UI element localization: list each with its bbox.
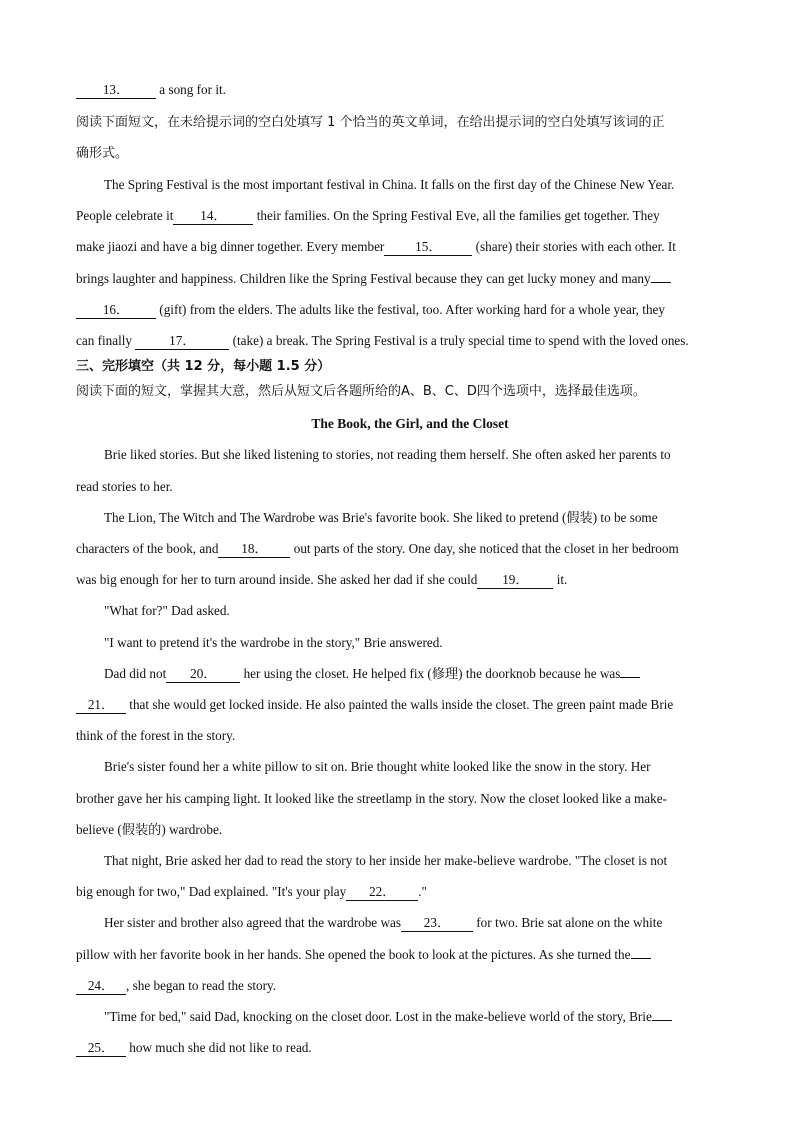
story-line: think of the forest in the story. (76, 728, 236, 743)
answer-blank-16[interactable]: 16． (76, 302, 156, 319)
question-13-text: a song for it. (156, 82, 226, 97)
answer-blank-15[interactable]: 15． (384, 239, 472, 256)
answer-blank-22[interactable]: 22． (346, 884, 418, 901)
passage-line: People celebrate it 14． their families. On the Spring Festival Eve, all the families get together. They (76, 208, 660, 223)
story-line: "Time for bed," said Dad, knocking on the closet door. Lost in the make-believe world of the story, Brie (76, 1007, 772, 1027)
story-line: big enough for two," Dad explained. "It's your play 22． ." (76, 884, 427, 899)
answer-blank-24-start (631, 958, 651, 959)
answer-blank-14[interactable]: 14． (173, 208, 253, 225)
story-line: brother gave her his camping light. It looked like the streetlamp in the story. Now the closet looked like a make- (76, 791, 667, 806)
story-line: "What for?" Dad asked. (104, 603, 230, 618)
answer-blank-17[interactable]: 17． (135, 333, 229, 350)
answer-blank-21[interactable]: 21． (76, 697, 126, 714)
question-13 (76, 80, 744, 100)
section-instruction: 阅读下面的短文，掌握其大意，然后从短文后各题所给的A、B、C、D四个选项中，选择最佳选项。 (76, 384, 646, 399)
passage-line: The Spring Festival is the most important festival in China. It falls on the first day of the Chinese New Year. (104, 177, 675, 192)
answer-blank-16-start (651, 282, 671, 283)
answer-blank-24[interactable]: 24． (76, 978, 126, 995)
story-line: Brie liked stories. But she liked listening to stories, not reading them herself. She often asked her parents to (104, 447, 671, 462)
section-heading: 三、完形填空（共 12 分，每小题 1.5 分） (76, 359, 331, 374)
story-line: Brie's sister found her a white pillow to sit on. Brie thought white looked like the snow in the story. Her (104, 759, 651, 774)
passage-line: can finally 17． (take) a break. The Spring Festival is a truly special time to spend with the loved ones. (76, 333, 689, 348)
answer-blank-23[interactable]: 23． (401, 915, 473, 932)
story-line: That night, Brie asked her dad to read the story to her inside her make-believe wardrobe. "The closet is not (104, 853, 668, 868)
story-line: 24． , she began to read the story. (76, 976, 744, 996)
passage-line: brings laughter and happiness. Children like the Spring Festival because they can get lucky money and many (76, 269, 744, 289)
story-line: Her sister and brother also agreed that the wardrobe was 23． for two. Brie sat alone on the white (104, 915, 663, 930)
passage-line: make jiaozi and have a big dinner together. Every member 15． (share) their stories with each other. It (76, 239, 676, 254)
story-line: 21． that she would get locked inside. He also painted the walls inside the closet. The green paint made Brie (76, 695, 744, 715)
story-line: "I want to pretend it's the wardrobe in the story," Brie answered. (104, 635, 443, 650)
story-title: The Book, the Girl, and the Closet (311, 416, 509, 431)
answer-blank-25-start (652, 1020, 672, 1021)
answer-blank-18[interactable]: 18． (218, 541, 290, 558)
answer-blank-21-start (620, 677, 640, 678)
story-line: was big enough for her to turn around inside. She asked her dad if she could 19． it. (76, 572, 568, 587)
answer-blank-20[interactable]: 20． (166, 666, 240, 683)
story-line: The Lion, The Witch and The Wardrobe was Brie's favorite book. She liked to pretend (假装) to be some (104, 510, 658, 525)
story-line: 25． how much she did not like to read. (76, 1038, 744, 1058)
story-line: characters of the book, and 18． out parts of the story. One day, she noticed that the closet in her bedroom (76, 541, 679, 556)
story-line: read stories to her. (76, 479, 173, 494)
story-line: Dad did not 20． her using the closet. He helped fix (修理) the doorknob because he was (76, 664, 772, 684)
answer-blank-13[interactable]: 13． (76, 82, 156, 99)
fill-instruction: 阅读下面短文，在未给提示词的空白处填写 1 个恰当的英文单词，在给出提示词的空白处填写该词的正 (76, 115, 665, 130)
story-line: pillow with her favorite book in her hands. She opened the book to look at the pictures. As she turned the (76, 945, 744, 965)
passage-line: 16． (gift) from the elders. The adults like the festival, too. After working hard for a whole year, they (76, 300, 744, 320)
answer-blank-19[interactable]: 19． (477, 572, 553, 589)
fill-instruction-cont: 确形式。 (76, 146, 129, 161)
answer-blank-25[interactable]: 25． (76, 1040, 126, 1057)
story-line: believe (假装的) wardrobe. (76, 822, 223, 837)
